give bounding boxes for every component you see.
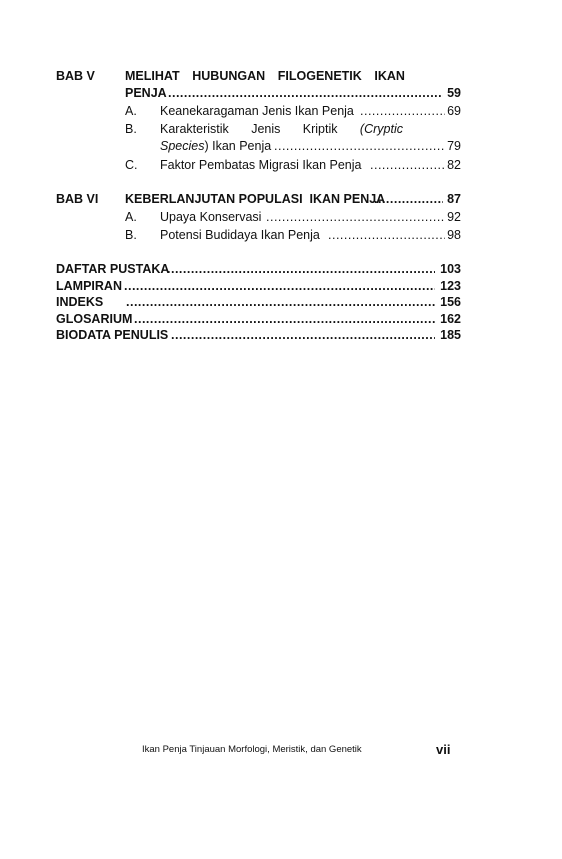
item-word: (Cryptic — [359, 122, 403, 136]
item-letter: B. — [125, 228, 137, 242]
toc-leader — [126, 294, 435, 310]
toc-entry: DAFTAR PUSTAKA — [56, 262, 170, 276]
toc-leader — [370, 157, 445, 173]
chapter-title — [125, 68, 405, 84]
item-text — [160, 121, 403, 137]
item-text: Upaya Konservasi — [160, 210, 262, 224]
page-number: 123 — [440, 279, 461, 293]
item-text: Faktor Pembatas Migrasi Ikan Penja — [160, 158, 362, 172]
toc-entry: LAMPIRAN — [56, 279, 122, 293]
item-text: Keanekaragaman Jenis Ikan Penja — [160, 104, 354, 118]
chapter-title: KEBERLANJUTAN POPULASI IKAN PENJA — [125, 192, 386, 206]
toc-entry: GLOSARIUM — [56, 312, 133, 326]
toc-leader — [328, 227, 445, 243]
page-number: 82 — [447, 158, 461, 172]
page-number: 162 — [440, 312, 461, 326]
toc-entry: BIODATA PENULIS — [56, 328, 169, 342]
toc-leader — [274, 138, 445, 154]
toc-leader — [374, 191, 443, 207]
item-text-line2 — [160, 138, 271, 154]
page-number: 156 — [440, 295, 461, 309]
item-word: Karakteristik — [160, 122, 229, 136]
item-word: Jenis — [251, 122, 281, 136]
toc-leader — [360, 103, 445, 119]
chapter-title-line2: PENJA — [125, 86, 167, 100]
page-number: 185 — [440, 328, 461, 342]
page-number: 59 — [447, 86, 461, 100]
item-text-rest: ) Ikan Penja — [204, 139, 272, 153]
toc-leader — [171, 327, 435, 343]
item-letter: A. — [125, 210, 137, 224]
item-text-italic: Species — [160, 139, 205, 153]
chapter-label: BAB VI — [56, 192, 99, 206]
toc-leader — [134, 311, 435, 327]
page-number: 79 — [447, 139, 461, 153]
toc-leader — [266, 209, 445, 225]
chapter-title-word: FILOGENETIK — [277, 69, 362, 83]
toc-leader — [124, 278, 435, 294]
item-word: Kriptik — [302, 122, 338, 136]
toc-leader — [167, 261, 435, 277]
page-number: 87 — [447, 192, 461, 206]
footer-book-title: Ikan Penja Tinjauan Morfologi, Meristik, dan Genetik — [142, 744, 362, 755]
page-number: 98 — [447, 228, 461, 242]
item-letter: B. — [125, 122, 137, 136]
page-number: 69 — [447, 104, 461, 118]
item-text: Potensi Budidaya Ikan Penja — [160, 228, 320, 242]
chapter-label: BAB V — [56, 69, 95, 83]
chapter-title-word: MELIHAT — [125, 69, 180, 83]
footer-page-number: vii — [436, 742, 451, 757]
toc-leader — [168, 85, 443, 101]
chapter-title-word: HUBUNGAN — [192, 69, 266, 83]
toc-entry: INDEKS — [56, 295, 104, 309]
page-number: 92 — [447, 210, 461, 224]
chapter-title-word: IKAN — [374, 69, 405, 83]
item-letter: A. — [125, 104, 137, 118]
page-number: 103 — [440, 262, 461, 276]
item-letter: C. — [125, 158, 138, 172]
